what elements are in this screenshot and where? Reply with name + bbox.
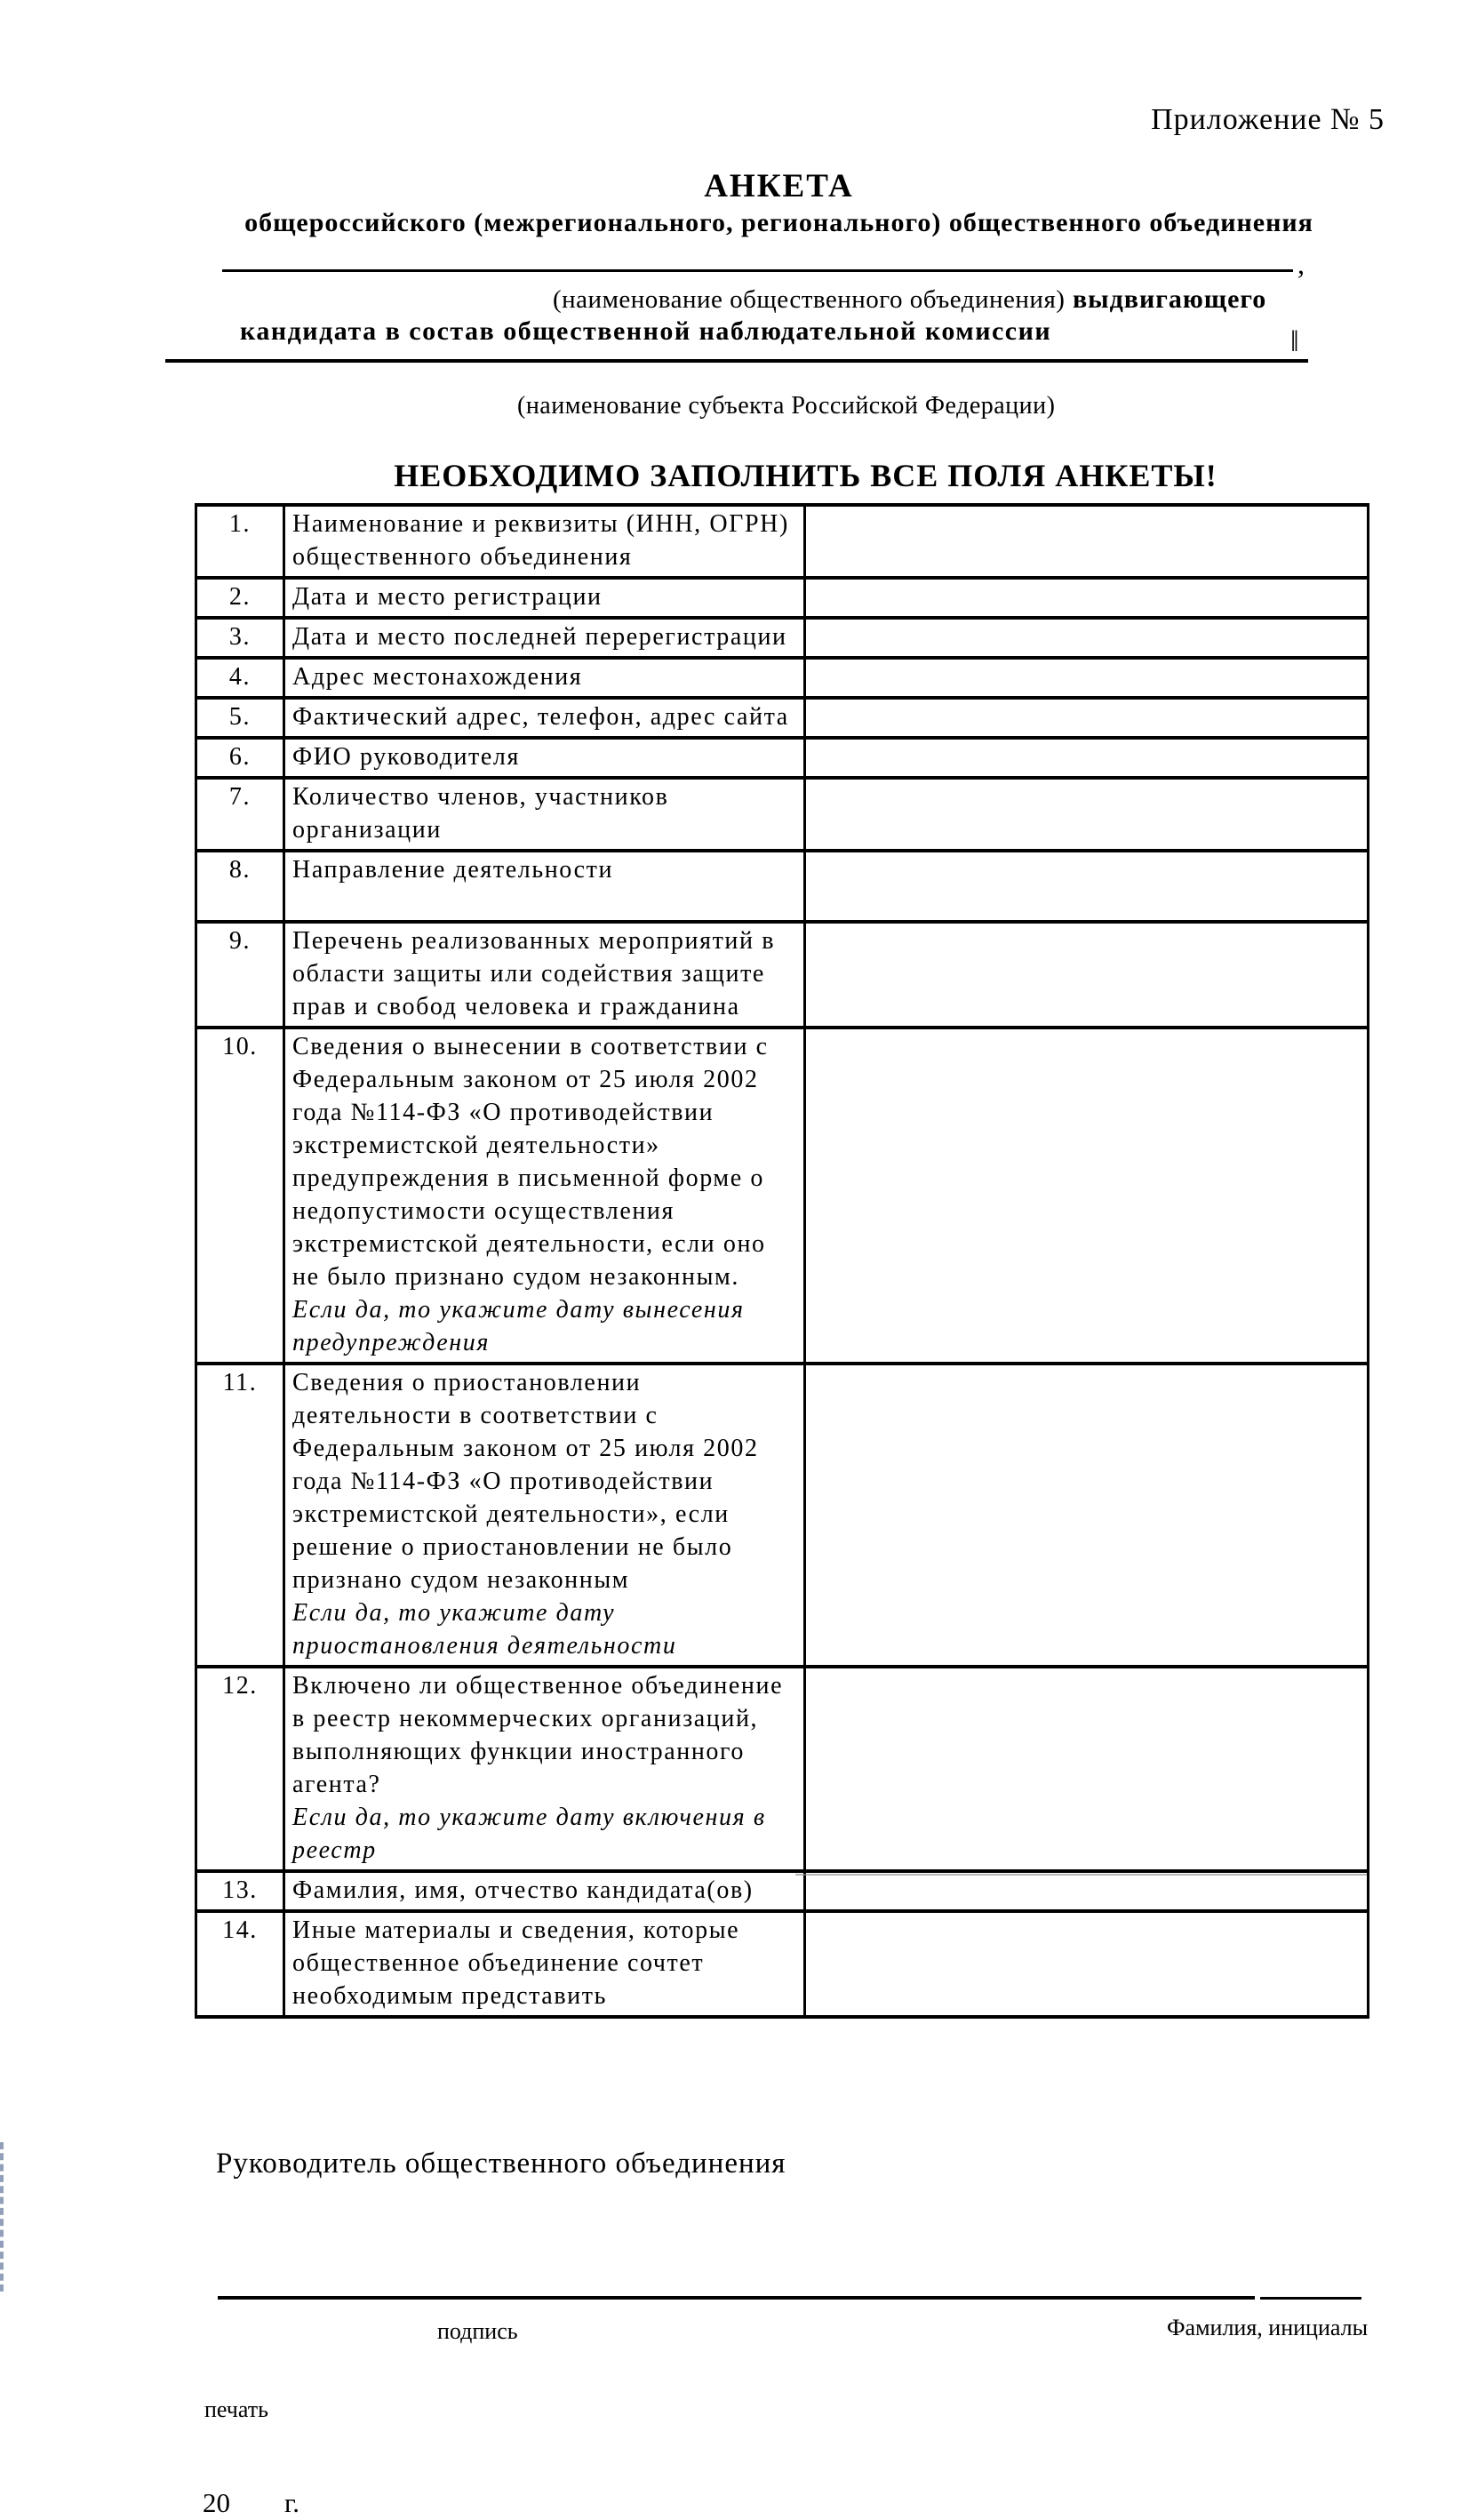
org-name-caption-plain: (наименование общественного объединения) [553,285,1066,314]
table-row [196,1871,1369,1911]
question-text: Дата и место регистрации [292,583,603,611]
question-cell [284,618,805,658]
region-caption: (наименование субъекта Российской Федерации) [517,392,1056,420]
row-number-cell: 14. [196,1911,284,2017]
questionnaire-table-body [196,505,1369,2017]
answer-cell [805,1364,1369,1667]
row-number-cell: 4. [196,658,284,698]
answer-cell [805,1028,1369,1364]
question-cell [284,778,805,851]
question-text: Включено ли общественное объединение в реестр некоммерческих организаций, выполняющих функции иностранного агента? [292,1672,784,1798]
question-text: Адрес местонахождения [292,663,583,691]
row-number-cell: 11. [196,1364,284,1667]
table-row [196,738,1369,778]
question-text: Иные материалы и сведения, которые общественное объединение сочтет необходимым представить [292,1916,740,2010]
question-note-italic: Если да, то укажите дату включения в реестр [292,1804,766,1864]
page-subtitle: общероссийского (межрегионального, регионального) общественного объединения [244,208,1313,237]
question-text: Дата и место последней перерегистрации [292,623,787,651]
question-note-italic: Если да, то укажите дату приостановления деятельности [292,1599,677,1660]
question-text: Направление деятельности [292,856,614,884]
table-row [196,1667,1369,1871]
trailing-comma: , [1297,248,1305,280]
table-row [196,1364,1369,1667]
question-cell [284,505,805,578]
answer-cell [805,1667,1369,1871]
question-text: Фамилия, имя, отчество кандидата(ов) [292,1876,754,1904]
appendix-label: Приложение № 5 [1151,103,1385,136]
table-row [196,505,1369,578]
answer-cell [805,778,1369,851]
question-text: Перечень реализованных мероприятий в области защиты или содействия защите прав и свобод человека и гражданина [292,927,776,1020]
scan-edge-artifact [0,2142,4,2292]
signature-line [218,2296,1255,2300]
question-cell [284,658,805,698]
org-name-caption-bold: выдвигающего [1065,284,1267,314]
question-cell [284,1667,805,1871]
table-row [196,778,1369,851]
question-cell [284,1364,805,1667]
question-cell [284,578,805,618]
region-blank-line [165,359,1308,363]
question-cell [284,1911,805,2017]
row-number-cell: 5. [196,698,284,738]
cursor-mark: ‖ [1290,325,1299,358]
answer-cell [805,505,1369,578]
answer-cell [805,618,1369,658]
question-text: Количество членов, участников организации [292,783,669,844]
row-number-cell: 6. [196,738,284,778]
question-text: Сведения о приостановлении деятельности в соответствии с Федеральным законом от 25 июля 2002 года №114-ФЗ «О противодействии экстремистской деятельности», если решение о приостановлении не было признано судом незаконным [292,1369,759,1594]
answer-cell [805,578,1369,618]
table-row [196,578,1369,618]
seal-label: печать [204,2396,268,2422]
row-number-cell: 12. [196,1667,284,1871]
candidate-line: кандидата в состав общественной наблюдательной комиссии [240,316,1052,346]
answer-cell [805,1911,1369,2017]
question-text: ФИО руководителя [292,743,520,771]
table-row [196,618,1369,658]
year-line [203,2487,299,2519]
year-prefix: 20 [203,2487,230,2518]
org-name-blank-line [222,269,1293,272]
answer-cell [805,658,1369,698]
table-row [196,922,1369,1028]
row-number-cell: 8. [196,851,284,922]
question-cell [284,922,805,1028]
question-text: Фактический адрес, телефон, адрес сайта [292,703,789,731]
question-cell [284,1028,805,1364]
signature-caption: подпись [437,2318,518,2344]
question-note-italic: Если да, то укажите дату вынесения предупреждения [292,1296,745,1356]
page-title: АНКЕТА [704,168,854,204]
row-number-cell: 1. [196,505,284,578]
row-number-cell: 7. [196,778,284,851]
row-number-cell: 13. [196,1871,284,1911]
table-row [196,1911,1369,2017]
year-suffix: г. [284,2487,299,2518]
question-text: Сведения о вынесении в соответствии с Федеральным законом от 25 июля 2002 года №114-ФЗ «О противодействии экстремистской деятельности» предупреждения в письменной форме о недопустимости осуществления экстремистской деятельности, если оно не было признано судом незаконным. [292,1033,769,1291]
question-cell [284,851,805,922]
table-row [196,698,1369,738]
question-cell [284,1871,805,1911]
answer-cell [805,698,1369,738]
question-cell [284,738,805,778]
row-number-cell: 2. [196,578,284,618]
row-number-cell: 10. [196,1028,284,1364]
answer-cell [805,738,1369,778]
question-cell [284,698,805,738]
table-row [196,851,1369,922]
table-row [196,1028,1369,1364]
answer-cell [805,922,1369,1028]
answer-cell [805,1871,1369,1911]
org-name-caption [553,284,1266,315]
answer-cell [805,851,1369,922]
row-number-cell: 9. [196,922,284,1028]
fill-all-fields-notice: НЕОБХОДИМО ЗАПОЛНИТЬ ВСЕ ПОЛЯ АНКЕТЫ! [394,458,1218,493]
scan-artifact-line [795,1874,1367,1876]
signature-line-short [1260,2297,1361,2300]
signatory-label: Руководитель общественного объединения [216,2148,786,2180]
questionnaire-table [195,503,1369,2019]
surname-initials-caption: Фамилия, инициалы [1167,2315,1369,2340]
question-text: Наименование и реквизиты (ИНН, ОГРН) общественного объединения [292,510,789,571]
row-number-cell: 3. [196,618,284,658]
table-row [196,658,1369,698]
